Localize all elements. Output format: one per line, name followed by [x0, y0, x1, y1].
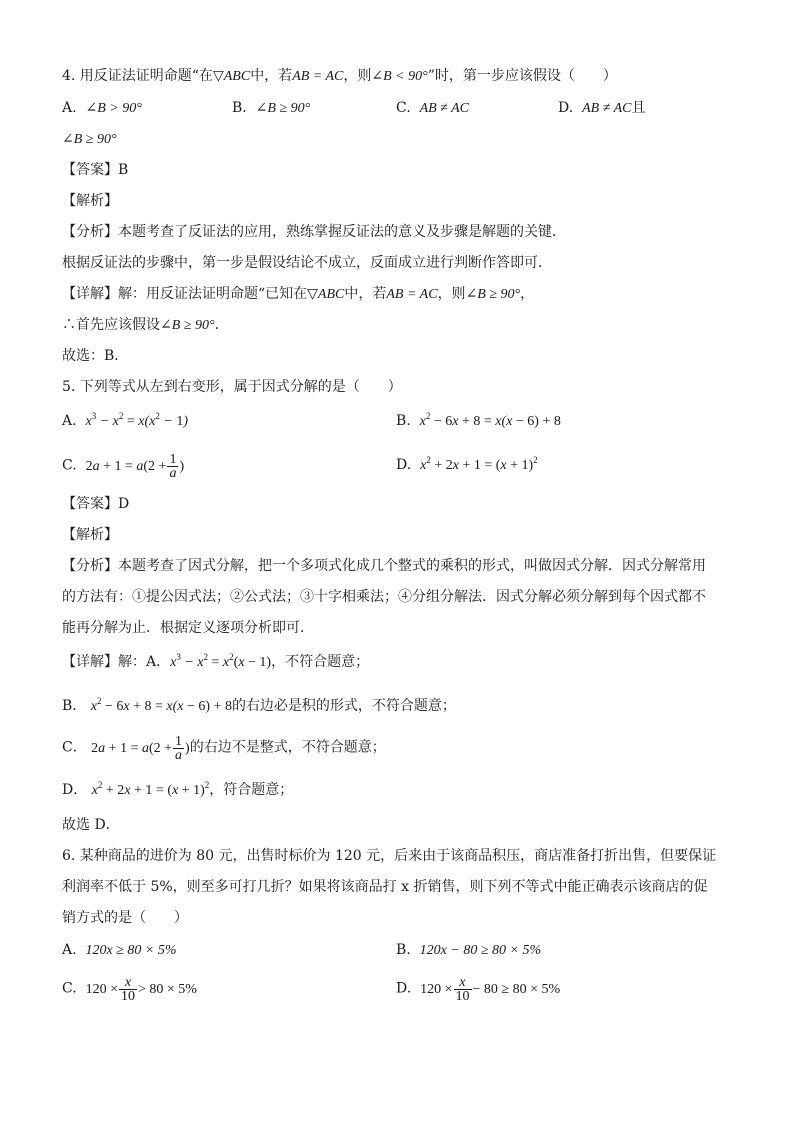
q4-analysis-line-2: 根据反证法的步骤中，第一步是假设结论不成立，反面成立进行判断作答即可．: [62, 255, 552, 271]
q6-option-c: C. 120 × $\frac{x}{10}$ > 80 × 5%: [62, 975, 197, 1004]
q4-analysis-line-1: 【分析】本题考查了反证法的应用，熟练掌握反证法的意义及步骤是解题的关键．: [62, 224, 566, 240]
q5-option-d: D. $x^2 + 2x + 1 = (x + 1)^2$: [396, 455, 538, 473]
q4-option-b: B. ∠B ≥ 90°: [232, 100, 311, 116]
q6-stem-line-3: 销方式的是（ ）: [62, 910, 188, 926]
q5-detail-a: 【详解】解：A．$x^3 - x^2 = x^2(x - 1)$，不符合题意；: [62, 652, 370, 670]
q6-option-b: B. 120x − 80 ≥ 80 × 5%: [396, 942, 542, 958]
q4-option-d: D. AB ≠ AC且: [558, 100, 646, 116]
q4-option-c: C. AB ≠ AC: [396, 100, 470, 116]
q6-option-d: D. 120 × $\frac{x}{10}$ − 80 ≥ 80 × 5%: [396, 975, 561, 1004]
q6-stem-line-2: 利润率不低于 5%，则至多可打几折？如果将该商品打 x 折销售，则下列不等式中能正确表示该商店的促: [62, 879, 708, 895]
q5-analysis-line-1: 【分析】本题考查了因式分解，把一个多项式化成几个整式的乘积的形式，叫做因式分解．因式分解常用: [62, 558, 706, 574]
q5-detail-c: C． 2a + 1 = a(2 + $\frac{1}{a}$ )的右边不是整式，不符合题意；: [62, 734, 386, 763]
q4-therefore: ∴首先应该假设∠B ≥ 90°．: [62, 317, 229, 333]
q4-option-d-continued: ∠B ≥ 90°: [62, 132, 117, 147]
q5-analysis-title: 【解析】: [62, 527, 118, 543]
q5-detail-d: D． $x^2 + 2x + 1 = (x + 1)^2$，符合题意；: [62, 780, 294, 798]
q5-stem: 5. 下列等式从左到右变形，属于因式分解的是（ ）: [62, 379, 402, 395]
q5-analysis-line-2: 的方法有：①提公因式法；②公式法；③十字相乘法；④分组分解法．因式分解必须分解到每个因式都不: [62, 589, 706, 605]
q5-option-b: B. $x^2 - 6x + 8 = x(x - 6) + 8$: [396, 411, 561, 429]
q4-answer: 【答案】B: [62, 162, 129, 178]
q4-stem: 4. 用反证法证明命题“在▽ABC中，若AB = AC，则∠B < 90°”时，第一步应该假设（ ）: [62, 68, 617, 84]
q5-detail-b: B． $x^2 - 6x + 8 = x(x - 6) + 8$的右边必是积的形式，不符合题意；: [62, 696, 456, 714]
q4-choose: 故选：B．: [62, 348, 129, 364]
q5-answer: 【答案】D: [62, 496, 130, 512]
q4-detail: 【详解】解：用反证法证明命题“已知在▽ABC中，若AB = AC，则∠B ≥ 90°，: [62, 286, 535, 302]
q4-option-a: A. ∠B > 90°: [62, 100, 142, 116]
q5-choose: 故选 D．: [62, 817, 120, 833]
q5-option-a: A. $x^3 - x^2 = x(x^2 - 1)$: [62, 411, 188, 429]
q6-stem-line-1: 6. 某种商品的进价为 80 元，出售时标价为 120 元，后来由于该商品积压，商店准备打折出售，但要保证: [62, 848, 717, 864]
q4-analysis-title: 【解析】: [62, 193, 118, 209]
q5-option-c: C. 2a + 1 = a(2 + $\frac{1}{a}$ ): [62, 452, 185, 481]
q6-option-a: A. 120x ≥ 80 × 5%: [62, 942, 177, 958]
q5-analysis-line-3: 能再分解为止．根据定义逐项分析即可．: [62, 620, 314, 636]
